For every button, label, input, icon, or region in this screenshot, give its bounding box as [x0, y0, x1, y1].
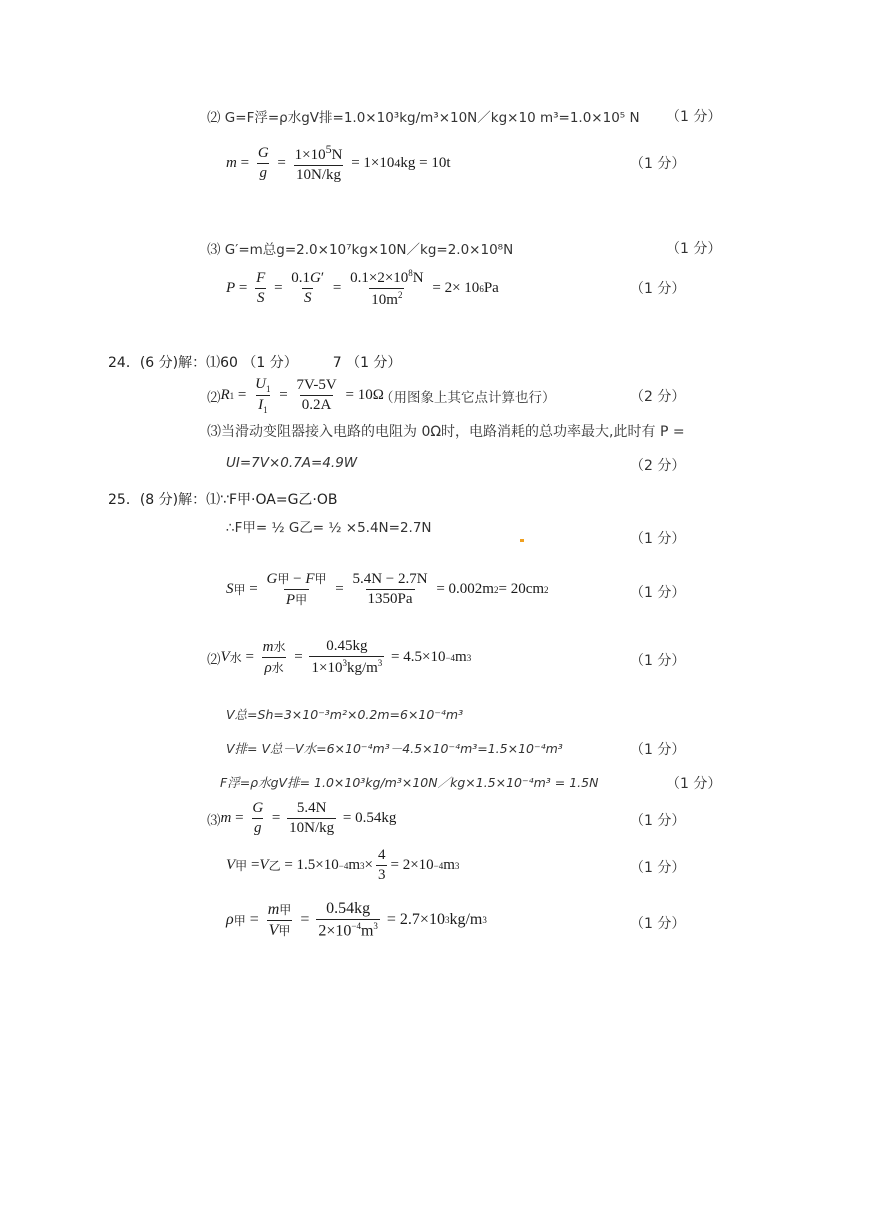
q24-p2-resistance-equation: ⑵ R 1 = $\frac{U_1}{I_1}$ = $\frac{7V-5V}{0.2A}$ = 10Ω [207, 376, 384, 415]
q25-therefore-text: ∴F甲= ½ G乙= ½ ×5.4N=2.7N [226, 520, 432, 536]
q25-total-volume: V总=Sh=3×10⁻³m²×0.2m=6×10⁻⁴m³ [226, 707, 464, 722]
q25-jia-volume-score: （1 分） [630, 860, 686, 876]
q24-p2-score: （2 分） [630, 389, 686, 405]
q23-p2-line1-score: （1 分） [666, 109, 722, 125]
q25-jia-volume-equation: V 甲 = V 乙 = 1.5×10 −4 m 3 × $\frac{4}{3}$ = 2×10 −4 m 3 [226, 847, 460, 883]
q23-p3-line1-score: （1 分） [666, 241, 722, 257]
q25-therefore-line [226, 516, 432, 536]
q23-p2-line1: ⑵ G=F浮=ρ水gV排=1.0×10³kg/m³×10N／kg×10 m³=1.0×10⁵ N [207, 110, 640, 126]
q24-p3-continuation: UI=7V×0.7A=4.9W [226, 455, 358, 471]
q25-area-equation: S 甲 = $\frac{\text{G甲 − F甲}}{\text{P甲}}$ = $\frac{5.4N - 2.7N}{1350Pa}$ = 0.002m 2 = 20cm 2 [226, 571, 549, 608]
q25-mass-score: （1 分） [630, 813, 686, 829]
q25-buoyancy-score: （1 分） [666, 776, 722, 792]
q25-displaced-volume-score: （1 分） [630, 742, 686, 758]
q24-p2-note: （用图象上其它点计算也行） [380, 390, 556, 406]
q23-p2-mass-equation: m = $\frac{G}{g}$ = $\frac{1\times 10^5N}{10N/kg}$ = 1×10 4 kg = 10t [226, 142, 451, 183]
q24-p3-text: ⑶当滑动变阻器接入电路的电阻为 0Ω时，电路消耗的总功率最大,此时有 P = [207, 424, 685, 440]
q23-p3-line1: ⑶ G′=m总g=2.0×10⁷kg×10N／kg=2.0×10⁸N [207, 242, 514, 258]
q23-p2-line2-score: （1 分） [630, 156, 686, 172]
q24-p3-score: （2 分） [630, 458, 686, 474]
q25-water-volume-score: （1 分） [630, 653, 686, 669]
q25-area-score: （1 分） [630, 585, 686, 601]
q25-therefore-score: （1 分） [630, 531, 686, 547]
q24-heading: 24．(6 分)解：⑴60 （1 分） 7 （1 分） [108, 355, 402, 371]
q25-displaced-volume: V排= V总－V水=6×10⁻⁴m³－4.5×10⁻⁴m³=1.5×10⁻⁴m³ [226, 741, 563, 756]
q23-p3-line2-score: （1 分） [630, 281, 686, 297]
q25-water-volume-equation: ⑵ V 水 = $\frac{\text{m水}}{\text{ρ水}}$ = $\frac{0.45kg}{1\times 10^3kg/m^3}$ = 4.5×10 −4 m 3 [207, 638, 472, 676]
q25-mass-equation: ⑶ m = $\frac{G}{g}$ = $\frac{5.4N}{10N/kg}$ = 0.54kg [207, 800, 397, 836]
q25-heading: 25．(8 分)解：⑴∵F甲·OA=G乙·OB [108, 492, 338, 508]
q25-buoyancy: F浮=ρ水gV排= 1.0×10³kg/m³×10N／kg×1.5×10⁻⁴m³ = 1.5N [220, 775, 599, 790]
q25-density-score: （1 分） [630, 916, 686, 932]
q23-p3-pressure-equation: P = $\frac{F}{S}$ = $\frac{0.1G'}{S}$ = $\frac{0.1\times 2\times 10^8N}{10m^2}$ = 2× 10 6 Pa [226, 268, 499, 308]
stray-mark [520, 539, 524, 542]
q25-density-equation: ρ 甲 = $\frac{\text{m甲}}{\text{V甲}}$ = $\frac{0.54kg}{2\times 10^{-4}m^3}$ = 2.7×10 3 kg/m 3 [226, 900, 487, 940]
